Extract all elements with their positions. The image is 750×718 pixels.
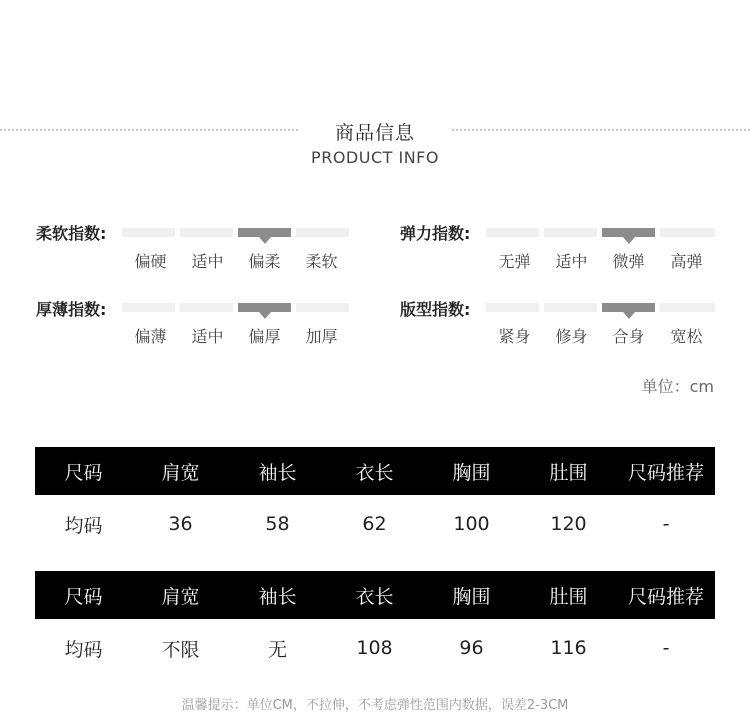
unit-label: 单位：cm: [641, 377, 714, 396]
column-header: 尺码推荐: [627, 461, 704, 484]
table-cell: 120: [550, 513, 587, 535]
column-header: 尺码: [64, 461, 103, 484]
index-label: 柔软指数:: [36, 224, 107, 243]
scale-option: 无弹: [498, 252, 531, 271]
scale-segment: [660, 303, 715, 312]
column-header: 衣长: [355, 461, 394, 484]
section-subtitle: PRODUCT INFO: [311, 148, 439, 167]
scale-option: 偏厚: [248, 327, 281, 346]
index-label: 弹力指数:: [400, 224, 471, 243]
scale-option: 偏硬: [134, 252, 167, 271]
size-table: [35, 447, 715, 553]
column-header: 衣长: [355, 585, 394, 608]
column-header: 肩宽: [161, 461, 200, 484]
table-cell: 96: [459, 637, 484, 659]
table-header-row: [35, 571, 715, 619]
scale-segment: [544, 228, 597, 237]
scale-segment: [660, 228, 715, 237]
table-cell: -: [662, 637, 670, 659]
column-header: 尺码: [64, 585, 103, 608]
scale-option: 微弹: [612, 252, 645, 271]
table-cell: 62: [362, 513, 387, 535]
table-cell: 100: [453, 513, 490, 535]
table-cell: 108: [356, 637, 393, 659]
column-header: 胸围: [452, 461, 491, 484]
scale-segment: [180, 228, 233, 237]
scale-option: 偏薄: [134, 327, 167, 346]
scale-segment: [544, 303, 597, 312]
scale-segment-selected: [238, 303, 291, 312]
scale-option: 加厚: [305, 327, 338, 346]
scale-segment: [122, 228, 175, 237]
column-header: 尺码推荐: [627, 585, 704, 608]
size-table: [35, 571, 715, 677]
column-header: 肩宽: [161, 585, 200, 608]
scale-option: 偏柔: [248, 252, 281, 271]
table-cell: 116: [550, 637, 587, 659]
scale-option: 紧身: [498, 327, 531, 346]
scale-option: 修身: [555, 327, 588, 346]
scale-option: 适中: [191, 327, 224, 346]
table-cell: 均码: [64, 514, 103, 537]
table-cell: 不限: [161, 638, 200, 661]
index-label: 厚薄指数:: [36, 300, 107, 319]
scale-segment: [486, 228, 539, 237]
table-row: [35, 495, 715, 553]
table-cell: 无: [267, 638, 287, 661]
column-header: 袖长: [258, 585, 297, 608]
section-title: 商品信息: [334, 122, 415, 144]
scale-segment: [296, 303, 349, 312]
scale-option: 宽松: [670, 327, 703, 346]
scale-segment: [296, 228, 349, 237]
scale-option: 适中: [191, 252, 224, 271]
scale-segment: [180, 303, 233, 312]
scale-option: 合身: [612, 327, 645, 346]
scale-segment-selected: [602, 228, 655, 237]
table-cell: -: [662, 513, 670, 535]
scale-segment: [486, 303, 539, 312]
column-header: 肚围: [549, 461, 588, 484]
table-cell: 均码: [64, 638, 103, 661]
table-cell: 36: [168, 513, 193, 535]
scale-option: 高弹: [670, 252, 703, 271]
scale-segment-selected: [602, 303, 655, 312]
index-label: 版型指数:: [400, 300, 471, 319]
footnote: 温馨提示：单位CM，不拉伸，不考虑弹性范围内数据，误差2-3CM: [181, 698, 569, 713]
column-header: 肚围: [549, 585, 588, 608]
scale-segment: [122, 303, 175, 312]
column-header: 胸围: [452, 585, 491, 608]
column-header: 袖长: [258, 461, 297, 484]
table-row: [35, 619, 715, 677]
table-cell: 58: [265, 513, 290, 535]
scale-option: 柔软: [305, 252, 338, 271]
scale-option: 适中: [555, 252, 588, 271]
table-header-row: [35, 447, 715, 495]
scale-segment-selected: [238, 228, 291, 237]
